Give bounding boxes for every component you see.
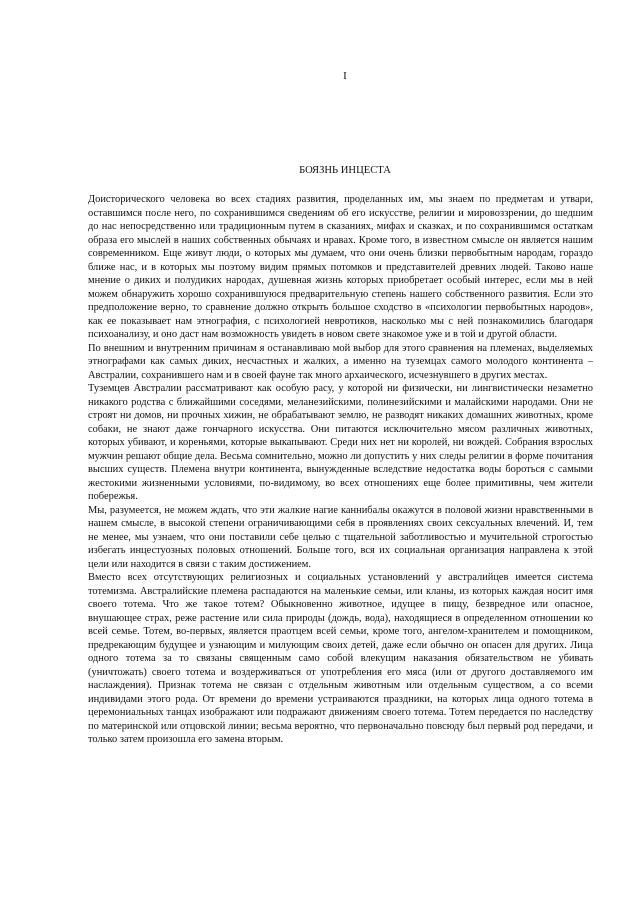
paragraph: По внешним и внутренним причинам я останавливаю мой выбор для этого сравнения на племенах, выделяемых этнографами как самых диких, несчастных и жалких, а именно на туземцах самого молодого континента – Австралии, сохранившего нам и в своей фауне так много архаического, исчезнувшего в других местах. xyxy=(88,342,593,381)
paragraph: Мы, разумеется, не можем ждать, что эти жалкие нагие каннибалы окажутся в половой жизни нравственными в нашем смысле, в высокой степени ограничивающими себя в проявлениях своих сексуальных влечений. И, тем не менее, мы узнаем, что они поставили себе целью с тщательной заботливостью и мучительной строгостью избегать инцестуозных половых отношений. Больше того, вся их социальная организация направлена к этой цели или находится в связи с таким достижением. xyxy=(88,504,593,570)
chapter-number: I xyxy=(343,70,347,82)
paragraph: Доисторического человека во всех стадиях развития, проделанных им, мы знаем по предметам и утвари, оставшимся после него, по сохранившимся сведениям об его искусстве, религии и мировоззрении, до шедшим до нас непосредственно или традиционным путем в сказаниях, мифах и сказках, и по сохранившимся остаткам образа его мыслей в наших собственных обычаях и нравах. Кроме того, в известном смысле он является нашим современником. Еще живут люди, о которых мы думаем, что они очень близки первобытным народам, гораздо ближе нас, и в которых мы поэтому видим прямых потомков и представителей древних людей. Таково наше мнение о диких и полудиких народах, душевная жизнь которых приобретает особый интерес, если мы в ней можем обнаружить хорошо сохранившуюся предварительную степень нашего собственного развития. Если это предположение верно, то сравнение должно открыть большое сходство в «психологии первобытных народов», как ее показывает нам этнография, с психологией невротиков, насколько мы с ней познакомились благодаря психоанализу, и оно даст нам возможность увидеть в новом свете знакомое уже и в той и другой области. xyxy=(88,194,593,340)
paragraph: Вместо всех отсутствующих религиозных и социальных установлений у австралийцев имеется система тотемизма. Австралийские племена распадаются на маленькие семьи, или кланы, из которых каждая носит имя своего тотема. Что же такое тотем? Обыкновенно животное, идущее в пищу, безвредное или опасное, внушающее страх, реже растение или сила природы (дождь, вода), находящиеся в определенном отношении ко всей семье. Тотем, во-первых, является праотцем всей семьи, кроме того, ангелом-хранителем и помощником, предрекающим будущее и узнающим и милующим своих детей, даже если обычно он опасен для других. Лица одного тотема за то связаны священным само собой влекущим наказания обязательством не убивать (уничтожать) своего тотема и воздерживаться от употребления его мяса (или от другого доставляемого им наслаждения). Признак тотема не связан с отдельным животным или отдельным существом, а со всеми индивидами этого рода. От времени до времени устраиваются праздники, на которых лица одного тотема в церемониальных танцах изображают или подражают движениям своего тотема. Тотем передается по наследству по материнской или отцовской линии; весьма вероятно, что первоначально повсюду был первый род передачи, и только затем произошла его замена вторым. xyxy=(88,572,593,745)
body-text xyxy=(88,193,593,747)
chapter-title: БОЯЗНЬ ИНЦЕСТА xyxy=(299,165,391,176)
paragraph: Туземцев Австралии рассматривают как особую расу, у которой ни физически, ни лингвистически незаметно никакого родства с ближайшими соседями, меланезийскими, полинезийскими и малайскими народами. Они не строят ни домов, ни прочных хижин, не обрабатывают землю, не разводят никаких домашних животных, кроме собаки, не знают даже гончарного искусства. Они питаются исключительно мясом различных животных, которых убивают, и кореньями, которые выкапывают. Среди них нет ни королей, ни вождей. Собрания взрослых мужчин решают общие дела. Весьма сомнительно, можно ли допустить у них следы религии в форме почитания высших существ. Племена внутри континента, вынужденные вследствие недостатка воды бороться с самыми жестокими жизненными условиями, по-видимому, во всех отношениях еще более примитивны, чем жители побережья. xyxy=(88,383,593,502)
